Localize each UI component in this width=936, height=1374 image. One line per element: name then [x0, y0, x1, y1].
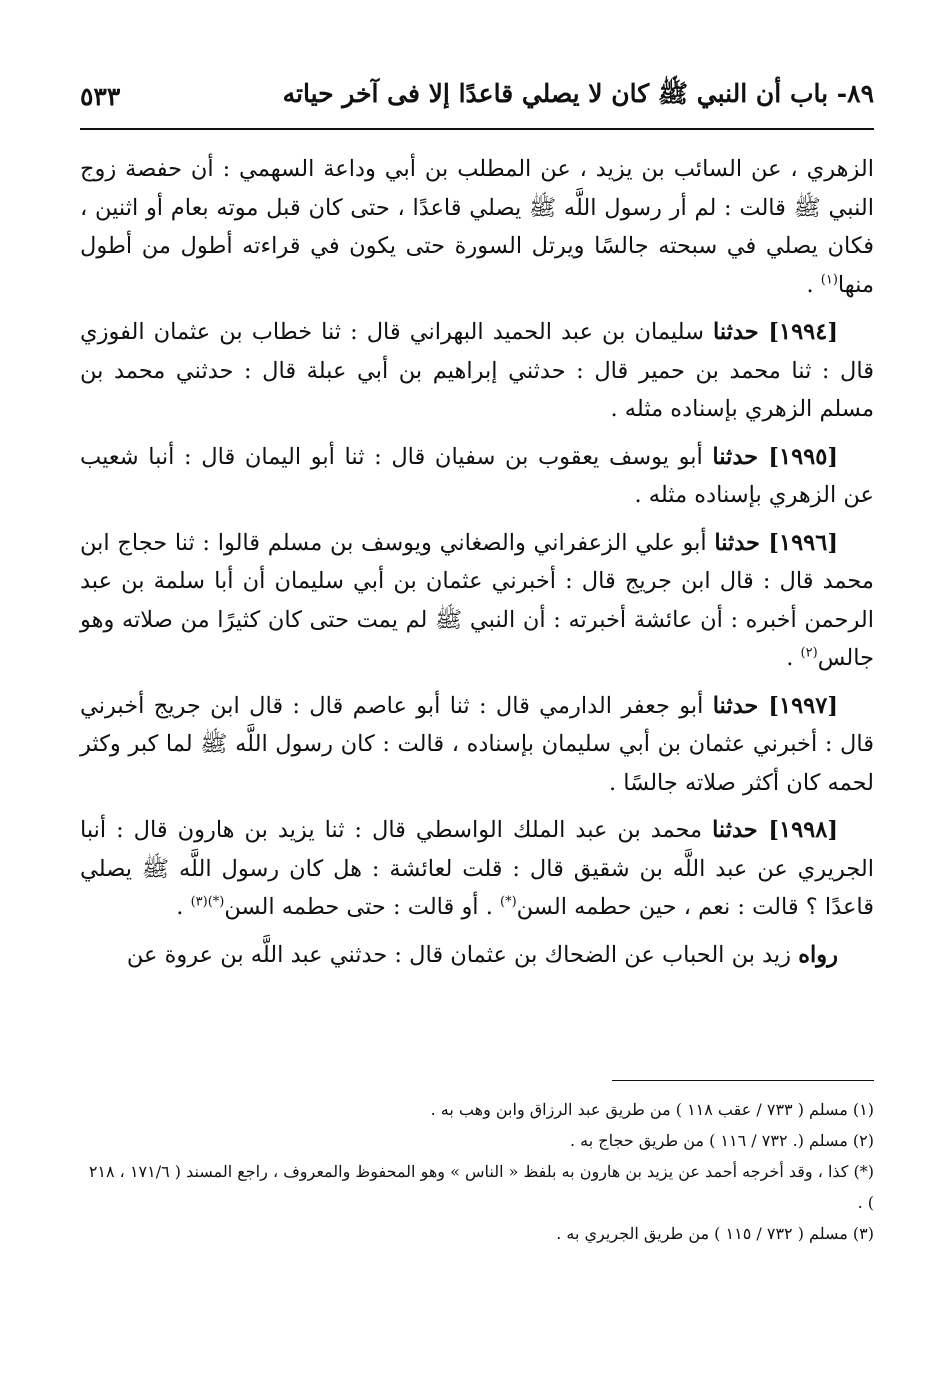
paragraph-text: سليمان بن عبد الحميد البهراني قال : ثنا خطاب بن عثمان الفوزي قال : ثنا محمد بن حمير قال : حدثني إبراهيم بن أبي عبلة قال : حدثني محمد بن مسلم الزهري بإسناده مثله .: [80, 319, 874, 422]
hadith-number-lead: [١٩٩٧] حدثنا: [712, 692, 838, 719]
footnote-ref: (١): [820, 272, 838, 287]
footnote-ref: (*): [500, 894, 517, 910]
header-rule: [80, 128, 874, 130]
hadith-1997: [80, 687, 874, 803]
footnote-3: (٣) مسلم ( ٧٣٢ / ١١٥ ) من طريق الجريري به .: [556, 1224, 874, 1243]
paragraph-text: زيد بن الحباب عن الضحاك بن عثمان قال : حدثني عبد اللَّه بن عروة عن: [126, 941, 799, 968]
hadith-1998: [80, 811, 874, 927]
narration-paragraph: [80, 936, 874, 975]
paragraph-text: أبو يوسف يعقوب بن سفيان قال : ثنا أبو اليمان قال : أنبا شعيب عن الزهري بإسناده مثله .: [80, 443, 874, 508]
paragraph-text: محمد بن عبد الملك الواسطي قال : ثنا يزيد بن هارون قال : أنبا الجريري عن عبد اللَّه بن شقيق قال : قلت لعائشة : هل كان رسول اللَّه ﷺ يصلي قاعدًا ؟ قالت : نعم ، حين حطمه السن: [80, 817, 874, 920]
footnotes: [80, 1094, 874, 1249]
paragraph-continuation: [80, 150, 874, 304]
paragraph-tail: .: [786, 645, 801, 671]
paragraph-tail: .: [176, 894, 191, 920]
narration-lead: رواه: [798, 941, 838, 968]
footnote-1: (١) مسلم ( ٧٣٣ / عقب ١١٨ ) من طريق عبد الرزاق وابن وهب به .: [430, 1100, 874, 1119]
paragraph-text: أبو علي الزعفراني والصغاني ويوسف بن مسلم قالوا : ثنا حجاج ابن محمد قال : قال ابن جريج قال : أخبرني عثمان بن أبي سليمان أن أبا سلمة بن عبد الرحمن أخبره : أن عائشة أخبرته : أن النبي ﷺ لم يمت حتى كان كثيرًا من صلاته وهو جالس: [80, 529, 874, 671]
paragraph-text: الزهري ، عن السائب بن يزيد ، عن المطلب بن أبي وداعة السهمي : أن حفصة زوج النبي ﷺ قالت : لم أر رسول اللَّه ﷺ يصلي قاعدًا ، حتى كان قبل موته بعام أو اثنين ، فكان يصلي في سبحته جالسًا ويرتل السورة حتى يكون في قراءته أطول من أطول منها: [80, 156, 874, 298]
footnote-separator: [612, 1080, 874, 1081]
hadith-number-lead: [١٩٩٦] حدثنا: [714, 529, 838, 556]
footnote-star: (*) كذا ، وقد أخرجه أحمد عن يزيد بن هارون به بلفظ « الناس » وهو المحفوظ والمعروف ، راجع المسند ( ١٧١/٦ ، ٢١٨ ) .: [88, 1162, 874, 1212]
hadith-number-lead: [١٩٩٥] حدثنا: [712, 443, 839, 470]
hadith-1995: [80, 438, 874, 515]
chapter-title: ٨٩- باب أن النبي ﷺ كان لا يصلي قاعدًا إلا فى آخر حياته: [282, 78, 874, 108]
hadith-1996: [80, 524, 874, 678]
paragraph-tail: .: [806, 271, 821, 298]
main-text: [80, 150, 874, 983]
hadith-1994: [80, 313, 874, 429]
footnote-ref: (*)(٣): [190, 894, 225, 910]
page-header: [80, 76, 874, 116]
page-number: ٥٣٣: [80, 81, 121, 111]
paragraph-text: أبو جعفر الدارمي قال : ثنا أبو عاصم قال : قال ابن جريج أخبرني قال : أخبرني عثمان بن أبي سليمان بإسناده ، قالت : كان رسول اللَّه ﷺ لما كبر وكثر لحمه كان أكثر صلاته جالسًا .: [80, 692, 874, 796]
hadith-number-lead: [١٩٩٤] حدثنا: [713, 319, 838, 345]
footnote-2: (٢) مسلم (. ٧٣٢ / ١١٦ ) من طريق حجاج به .: [570, 1131, 874, 1150]
hadith-number-lead: [١٩٩٨] حدثنا: [712, 817, 838, 843]
footnote-ref: (٢): [800, 645, 818, 661]
paragraph-text-continued: . أو قالت : حتى حطمه السن: [224, 894, 501, 920]
